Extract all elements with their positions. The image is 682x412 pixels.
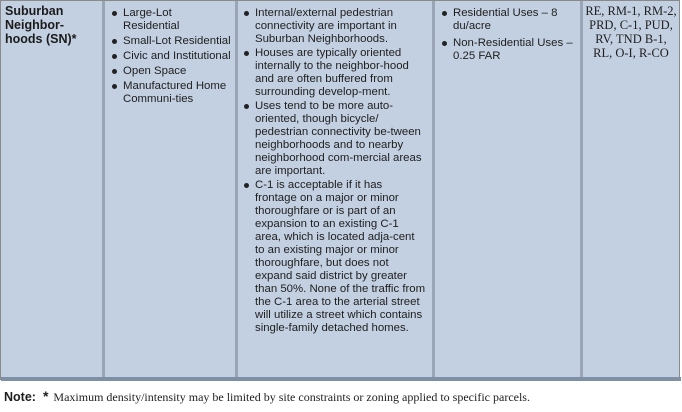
list-item: Small-Lot Residential	[109, 35, 231, 48]
land-uses-list	[105, 1, 235, 106]
note-text: Maximum density/intensity may be limited by site constraints or zoning applied to specific parcels.	[53, 390, 530, 404]
footnote	[4, 388, 530, 405]
list-item: Civic and Institutional	[109, 50, 231, 63]
list-item: Open Space	[109, 65, 231, 78]
list-item: Houses are typically oriented internally to the neighbor-hood and are often buffered from surrounding develop-ment.	[241, 47, 426, 99]
list-item: Manufactured Home Communi-ties	[109, 80, 231, 106]
list-item: Non-Residential Uses – 0.25 FAR	[439, 37, 576, 63]
density-cell	[435, 1, 583, 379]
table-bottom-rule	[1, 377, 681, 381]
density-list	[435, 1, 580, 63]
zoning-districts: RE, RM-1, RM-2, PRD, C-1, PUD, RV, TND B-1, RL, O-I, R-CO	[585, 4, 677, 60]
land-uses-cell	[105, 1, 238, 379]
list-item: Residential Uses – 8 du/acre	[439, 7, 576, 33]
list-item: C-1 is acceptable if it has frontage on a major or minor thoroughfare or is part of an expansion to an existing C-1 area, which is located adja-cent to an existing major or minor thoroughfare, but does not expand said district by greater than 50%. None of the traffic from the C-1 area to the arterial street will utilize a street which contains single-family detached homes.	[241, 179, 426, 335]
characteristics-cell	[238, 1, 435, 379]
list-item: Uses tend to be more auto-oriented, though bicycle/ pedestrian connectivity be-tween neighborhoods and to nearby neighborhood com-mercial areas are important.	[241, 100, 426, 178]
characteristics-list	[238, 1, 432, 335]
note-label: Note:	[4, 390, 36, 404]
zoning-cell	[583, 1, 679, 379]
note-asterisk: *	[42, 388, 49, 404]
list-item: Internal/external pedestrian connectivity are important in Suburban Neighborhoods.	[241, 7, 426, 46]
list-item: Large-Lot Residential	[109, 7, 231, 33]
district-name: Suburban Neighbor-hoods (SN)*	[5, 4, 77, 46]
district-name-cell	[1, 1, 105, 379]
